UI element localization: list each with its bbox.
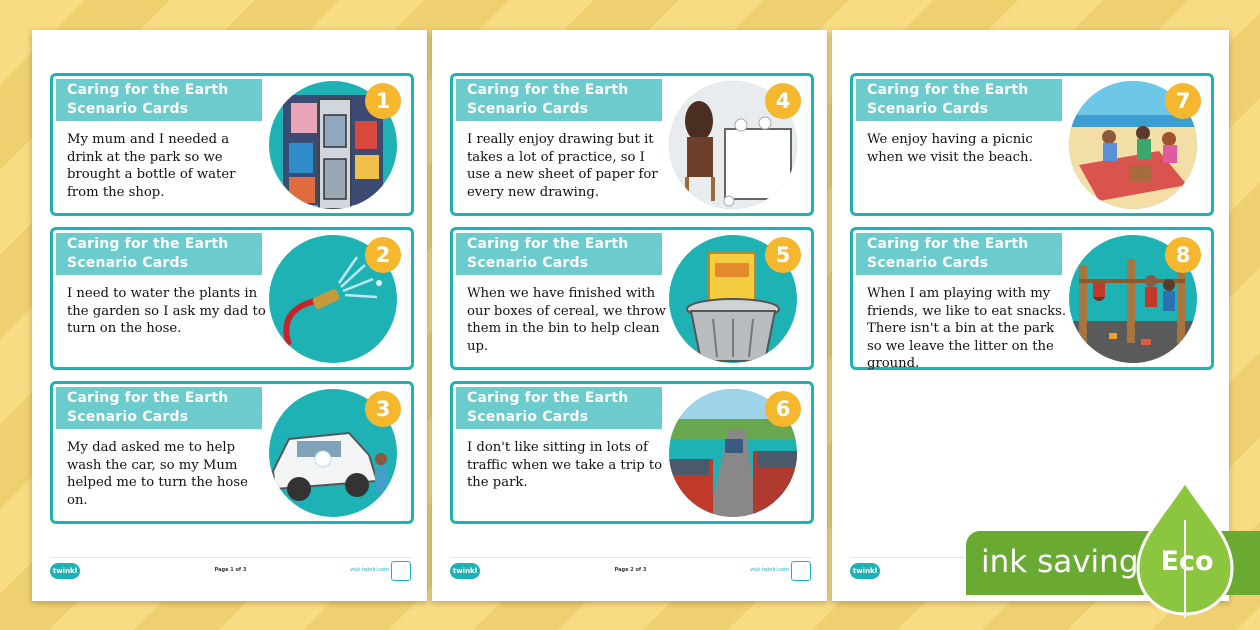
worksheet-page-2 [432,30,827,601]
card-text: I really enjoy drawing but it takes a lot of practice, so I use a new sheet of paper for every new drawing. [467,132,658,200]
visit-link[interactable]: visit twinkl.com [749,567,789,573]
card-text: I need to water the plants in the garden so I ask my dad to turn on the hose. [67,286,266,337]
card-number-badge: 4 [765,83,801,119]
card-header: Caring for the Earth Scenario Cards [456,233,662,275]
card-number-badge: 8 [1165,237,1201,273]
scenario-card-2 [50,227,414,370]
card-text: My dad asked me to help wash the car, so my Mum helped me to turn the hose on. [67,440,248,508]
card-text: When I am playing with my friends, we like to eat snacks. There isn't a bin at the park so we leave the litter on the ground. [867,286,1067,372]
card-header: Caring for the Earth Scenario Cards [456,79,662,121]
twinkl-logo: twinkl [450,563,480,579]
card-header: Caring for the Earth Scenario Cards [56,387,262,429]
card-text: My mum and I needed a drink at the park so we brought a bottle of water from the shop. [67,132,236,200]
scenario-card-1 [50,73,414,216]
page-footer [50,557,411,585]
twinkl-logo: twinkl [850,563,880,579]
card-number-badge: 2 [365,237,401,273]
page-footer [450,557,811,585]
page-number: Page 2 of 3 [614,567,647,573]
card-header: Caring for the Earth Scenario Cards [456,387,662,429]
quality-badge-icon [791,561,811,581]
card-header: Caring for the Earth Scenario Cards [56,233,262,275]
card-header: Caring for the Earth Scenario Cards [56,79,262,121]
twinkl-logo: twinkl [50,563,80,579]
card-text: I don't like sitting in lots of traffic when we take a trip to the park. [467,440,663,491]
visit-link[interactable]: visit twinkl.com [349,567,389,573]
card-text: When we have finished with our boxes of cereal, we throw them in the bin to help clean up. [467,286,666,354]
scenario-card-4 [450,73,814,216]
card-number-badge: 3 [365,391,401,427]
scenario-card-8 [850,227,1214,370]
card-header: Caring for the Earth Scenario Cards [856,79,1062,121]
ink-saving-label: ink saving [981,544,1139,580]
card-header: Caring for the Earth Scenario Cards [856,233,1062,275]
card-text: We enjoy having a picnic when we visit the beach. [867,132,1033,165]
card-number-badge: 6 [765,391,801,427]
page-number: Page 1 of 3 [214,567,247,573]
quality-badge-icon [391,561,411,581]
eco-label: Eco [1160,546,1214,577]
scenario-card-6 [450,381,814,524]
scenario-card-3 [50,381,414,524]
scenario-card-7 [850,73,1214,216]
card-number-badge: 7 [1165,83,1201,119]
worksheet-page-1 [32,30,427,601]
card-number-badge: 1 [365,83,401,119]
card-number-badge: 5 [765,237,801,273]
scenario-card-5 [450,227,814,370]
